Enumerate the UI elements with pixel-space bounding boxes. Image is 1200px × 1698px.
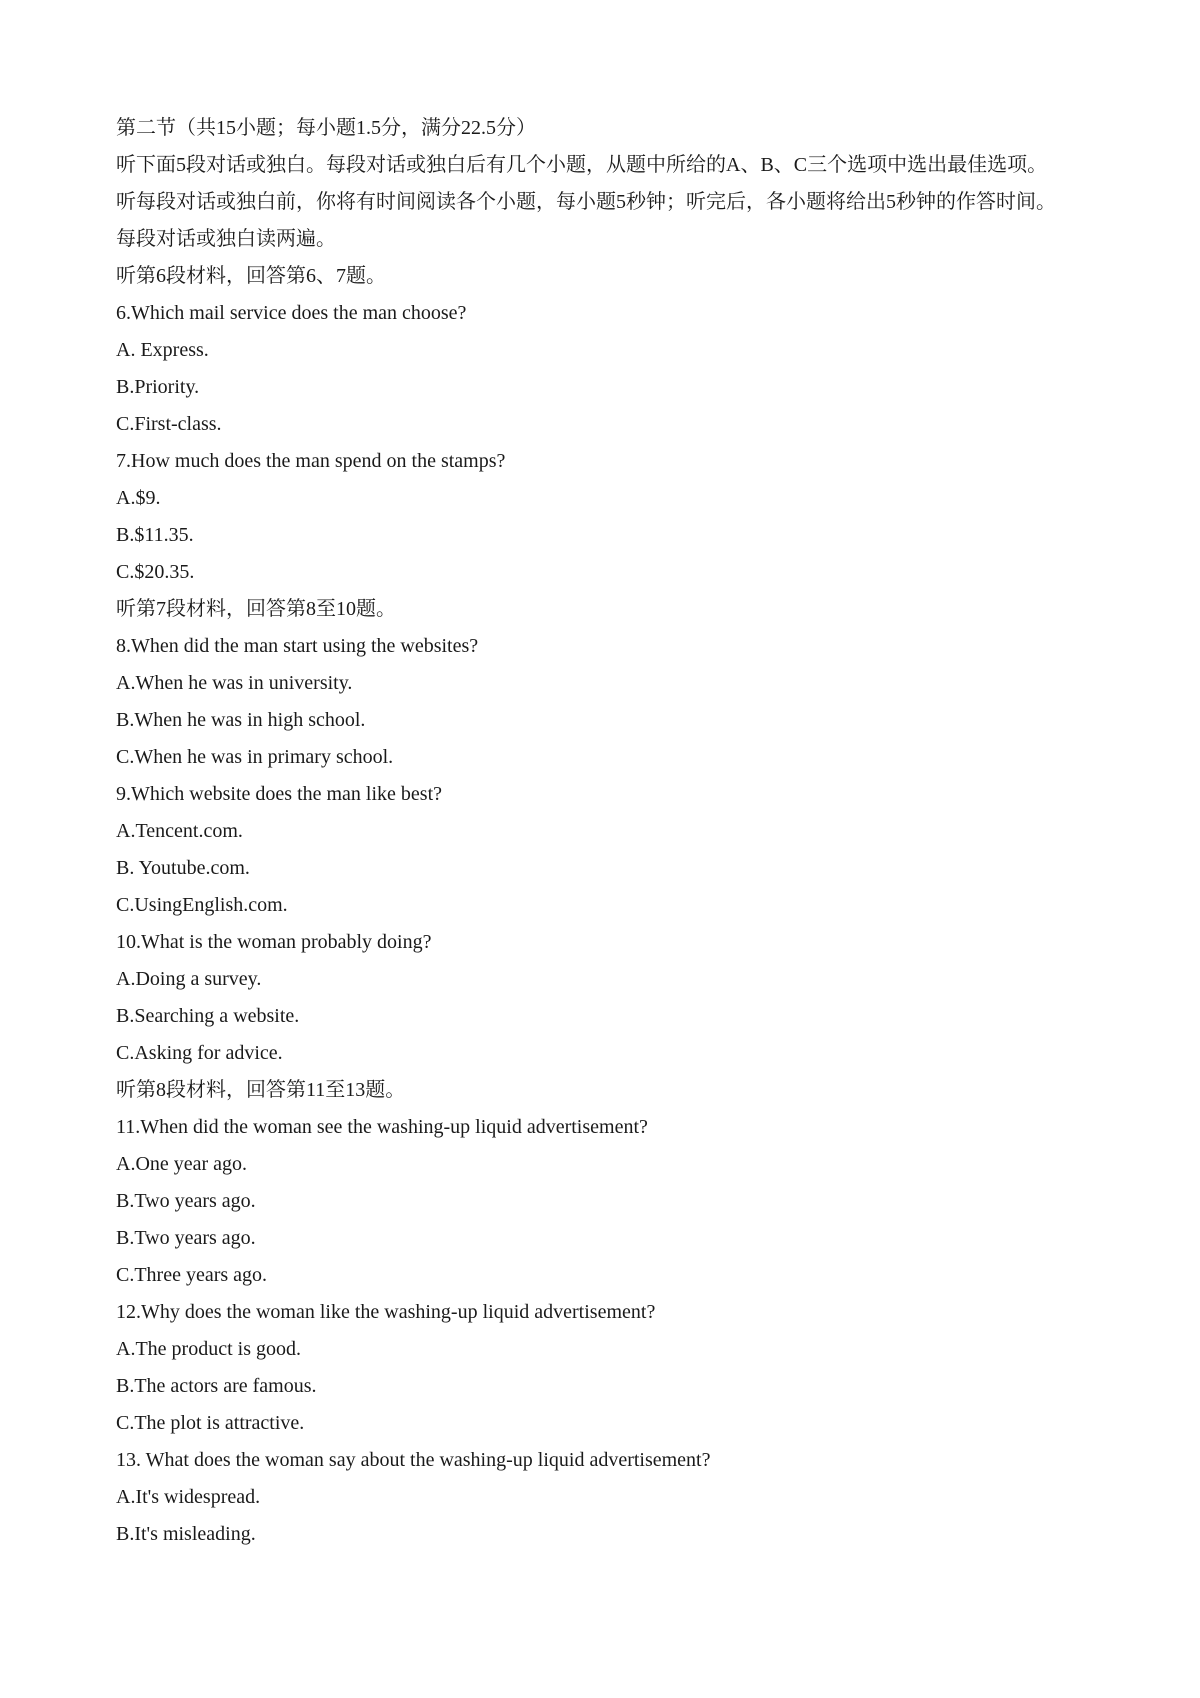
question-12-option-a: A.The product is good. (116, 1338, 301, 1360)
question-11: 11.When did the woman see the washing-up liquid advertisement? (116, 1116, 648, 1138)
instructions-line-2: 听每段对话或独白前，你将有时间阅读各个小题，每小题5秒钟；听完后，各小题将给出5秒钟的作答时间。 (116, 191, 1056, 213)
question-13-option-b: B.It's misleading. (116, 1523, 256, 1545)
question-11-option-a: A.One year ago. (116, 1153, 248, 1175)
passage-6-heading: 听第6段材料，回答第6、7题。 (116, 265, 386, 287)
question-10: 10.What is the woman probably doing? (116, 931, 432, 953)
question-8: 8.When did the man start using the websites? (116, 635, 479, 657)
question-8-option-c: C.When he was in primary school. (116, 746, 394, 768)
question-11-option-c: C.Three years ago. (116, 1264, 268, 1286)
question-8-option-b: B.When he was in high school. (116, 709, 366, 731)
instructions-line-3: 每段对话或独白读两遍。 (116, 228, 336, 250)
question-13: 13. What does the woman say about the washing-up liquid advertisement? (116, 1449, 711, 1471)
question-9: 9.Which website does the man like best? (116, 783, 443, 805)
question-12-option-c: C.The plot is attractive. (116, 1412, 305, 1434)
section-heading: 第二节（共15小题；每小题1.5分，满分22.5分） (116, 117, 536, 139)
question-9-option-b: B. Youtube.com. (116, 857, 250, 879)
instructions-line-1: 听下面5段对话或独白。每段对话或独白后有几个小题，从题中所给的A、B、C三个选项中选出最佳选项。 (116, 154, 1048, 176)
question-10-option-c: C.Asking for advice. (116, 1042, 283, 1064)
passage-8-heading: 听第8段材料，回答第11至13题。 (116, 1079, 406, 1101)
question-11-option-b-duplicate: B.Two years ago. (116, 1227, 256, 1249)
question-10-option-a: A.Doing a survey. (116, 968, 262, 990)
question-11-option-b: B.Two years ago. (116, 1190, 256, 1212)
question-9-option-a: A.Tencent.com. (116, 820, 243, 842)
question-7-option-a: A.$9. (116, 487, 161, 509)
question-7-option-b: B.$11.35. (116, 524, 194, 546)
question-6-option-a: A. Express. (116, 339, 209, 361)
question-6: 6.Which mail service does the man choose? (116, 302, 467, 324)
question-6-option-b: B.Priority. (116, 376, 200, 398)
question-7-option-c: C.$20.35. (116, 561, 195, 583)
listening-section (116, 110, 1116, 1553)
question-9-option-c: C.UsingEnglish.com. (116, 894, 288, 916)
question-7: 7.How much does the man spend on the stamps? (116, 450, 506, 472)
question-10-option-b: B.Searching a website. (116, 1005, 300, 1027)
passage-7-heading: 听第7段材料，回答第8至10题。 (116, 598, 396, 620)
question-8-option-a: A.When he was in university. (116, 672, 353, 694)
question-13-option-a: A.It's widespread. (116, 1486, 261, 1508)
question-12: 12.Why does the woman like the washing-up liquid advertisement? (116, 1301, 656, 1323)
question-6-option-c: C.First-class. (116, 413, 222, 435)
question-12-option-b: B.The actors are famous. (116, 1375, 317, 1397)
